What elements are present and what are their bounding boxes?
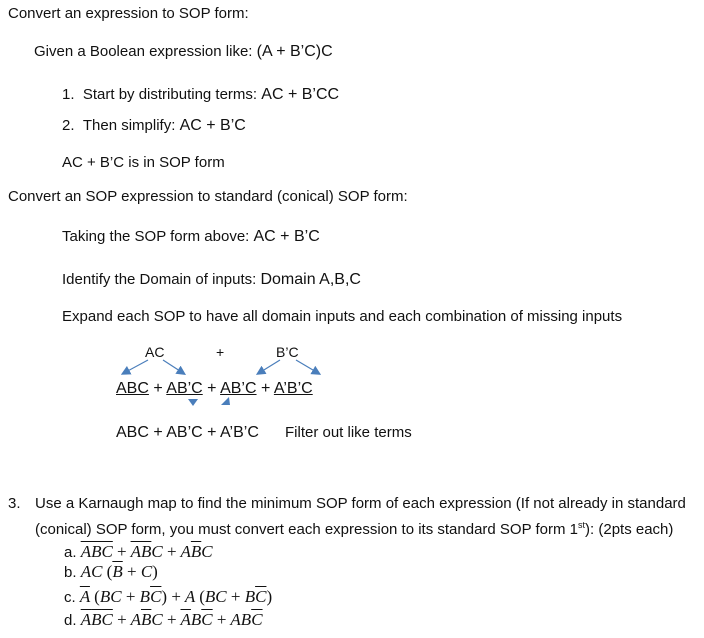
arrow-ac-right [163,360,183,373]
expand-instruction: Expand each SOP to have all domain inputs and each combination of missing inputs [62,308,623,325]
expanded-plus-1: + [148,380,167,397]
step-2-text: Then simplify: [82,117,180,134]
expanded-term-2: AB’C [166,380,203,397]
step-1-number: 1. [62,86,75,103]
expanded-term-3: AB’C [220,380,257,397]
given-prefix: Given a Boolean expression like: [34,43,257,60]
term-bc: B’C [276,344,299,360]
expanded-plus-3: + [256,380,274,397]
arrow-ac-left [124,360,148,373]
superscript-st: st [578,520,586,530]
item-a-label: a. [64,544,77,561]
item-d-label: d. [64,612,77,629]
question-line-2-text: (conical) SOP form, you must convert each expression to its standard SOP form 1 [35,521,579,538]
step-2-expression: AC + B’C [179,117,246,134]
section2-title: Convert an SOP expression to standard (conical) SOP form: [8,188,408,205]
taking-prefix: Taking the SOP form above: [62,228,254,245]
arrow-bc-left [259,360,280,373]
taking-expression: AC + B’C [253,228,320,245]
item-b-expression: AC $(\overline{B} + C)$ [80,562,158,581]
item-b-label: b. [64,564,77,581]
arrow-bc-right [296,360,318,373]
given-expression: (A + B’C)C [256,43,333,60]
expanded-plus-2: + [202,380,221,397]
item-a [64,542,213,563]
item-a-expression: $\overline{ABC} + \overline{A}\overline{B}C + A\overline{B}C$ [80,542,213,561]
question-line-2 [35,515,673,540]
arrow-down-small [188,399,198,406]
expanded-term-4: A’B’C [273,380,313,397]
question-line-2-end: ): (2pts each) [585,521,674,538]
item-d [64,610,263,631]
identify-prefix: Identify the Domain of inputs: [62,271,261,288]
item-d-expression: $\overline{A}\overline{B}\overline{C} + A\overline{B}C + \overline{A}B\overline{C} + AB\overline{C}$ [80,610,263,629]
section1-title: Convert an expression to SOP form: [8,5,249,22]
term-plus: + [216,344,225,360]
filtered-expression: ABC + AB’C + A’B’C [116,424,259,441]
identify-expression: Domain A,B,C [260,271,361,288]
step-1-expression: AC + B’CC [261,86,340,103]
item-c-label: c. [64,589,76,606]
item-c [64,587,272,608]
question-number: 3. [8,495,21,512]
term-ac: AC [145,344,165,360]
sop-conclusion: AC + B’C is in SOP form [62,154,225,171]
filter-note: Filter out like terms [285,424,412,441]
step-2-number: 2. [62,117,75,134]
item-b [64,562,158,583]
expanded-expression [116,379,313,399]
step-1-text: Start by distributing terms: [82,86,262,103]
item-c-expression: $\overline{A}$ $(BC + B\overline{C}) + A$ $(BC + B\overline{C})$ [79,587,273,606]
question-line-1: Use a Karnaugh map to find the minimum SOP form of each expression (If not already in standard [35,495,686,512]
expanded-term-1: ABC [116,380,149,397]
